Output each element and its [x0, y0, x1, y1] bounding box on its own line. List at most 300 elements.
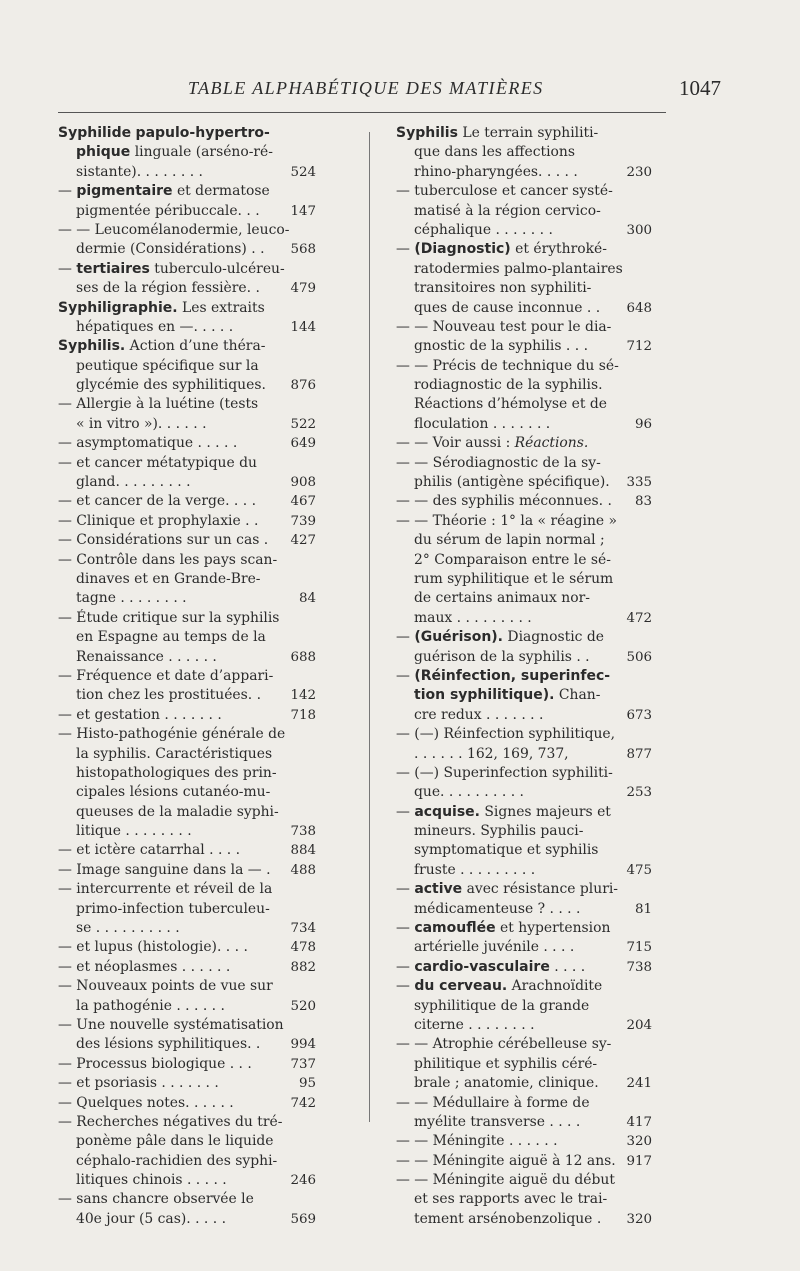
- index-entry: [58, 182, 316, 221]
- entry-line: [58, 686, 316, 705]
- index-entry: [58, 395, 316, 434]
- entry-text: —: [396, 803, 415, 820]
- entry-line: [396, 609, 652, 628]
- entry-line: [396, 1074, 652, 1093]
- entry-text: Réactions.: [514, 435, 589, 452]
- entry-line: [396, 415, 652, 434]
- entry-line: [58, 861, 316, 880]
- page-reference: 712: [622, 337, 652, 356]
- index-entry: [396, 764, 652, 803]
- index-entry: [396, 492, 652, 511]
- entry-line: [58, 958, 316, 977]
- entry-text: des lésions syphilitiques. .: [76, 1036, 261, 1053]
- index-entry: [396, 803, 652, 881]
- entry-text: céphalo-rachidien des syphi-: [76, 1152, 278, 1169]
- page-reference: 876: [286, 376, 316, 395]
- index-entry: [396, 1152, 652, 1171]
- entry-text: — — Médullaire à forme de: [396, 1094, 590, 1111]
- entry-text: 40e jour (5 cas). . . . .: [76, 1210, 227, 1227]
- entry-text: — Histo-pathogénie générale de: [58, 726, 286, 743]
- entry-text: — Image sanguine dans la — .: [58, 861, 271, 878]
- index-entry: [58, 1074, 316, 1093]
- entry-text: tagne . . . . . . . .: [76, 590, 187, 607]
- entry-line: [396, 260, 652, 279]
- entry-text: — Une nouvelle systématisation: [58, 1016, 284, 1033]
- page-reference: 737: [286, 1055, 316, 1074]
- entry-text: —: [396, 667, 415, 684]
- entry-text: —: [396, 629, 415, 646]
- index-entry: [396, 454, 652, 493]
- page-reference: 427: [286, 531, 316, 550]
- entry-line: [396, 1210, 652, 1229]
- page-reference: 81: [631, 900, 652, 919]
- index-entry: [58, 531, 316, 550]
- entry-text: que. . . . . . . . . .: [414, 784, 524, 801]
- entry-text: — sans chancre observée le: [58, 1191, 254, 1208]
- entry-line: [396, 318, 652, 337]
- entry-text: peutique spécifique sur la: [76, 357, 259, 374]
- entry-text: — (—) Superinfection syphiliti-: [396, 764, 613, 781]
- entry-text: — et ictère catarrhal . . . .: [58, 842, 241, 859]
- entry-line: [396, 667, 652, 686]
- entry-line: [58, 900, 316, 919]
- entry-text: 2° Comparaison entre le sé-: [414, 551, 611, 568]
- entry-term: du cerveau.: [414, 978, 508, 995]
- index-entry: [58, 299, 316, 338]
- header-rule: [58, 112, 666, 113]
- index-column-left: [58, 124, 316, 1229]
- page-reference: 649: [286, 434, 316, 453]
- entry-line: [58, 725, 316, 744]
- page-reference: 84: [295, 589, 316, 608]
- entry-text: du sérum de lapin normal ;: [414, 532, 605, 549]
- entry-line: [396, 202, 652, 221]
- page-reference: 475: [622, 861, 652, 880]
- page-reference: 994: [286, 1035, 316, 1054]
- entry-term: (Réinfection, superinfec-: [414, 667, 611, 684]
- entry-text: gnostic de la syphilis . . .: [414, 338, 588, 355]
- page-reference: 300: [622, 221, 652, 240]
- index-entry: [58, 512, 316, 531]
- index-entry: [396, 919, 652, 958]
- entry-text: cipales lésions cutanéo-mu-: [76, 784, 271, 801]
- index-entry: [396, 667, 652, 725]
- entry-line: [396, 628, 652, 647]
- entry-text: rhino-pharyngées. . . . .: [414, 163, 578, 180]
- entry-term: (Diagnostic): [414, 241, 511, 258]
- entry-text: — et gestation . . . . . . .: [58, 706, 222, 723]
- entry-text: philis (antigène spécifique).: [414, 474, 610, 491]
- page-reference: 96: [631, 415, 652, 434]
- entry-line: [58, 240, 316, 259]
- page-reference: 320: [622, 1132, 652, 1151]
- page-reference: 320: [622, 1210, 652, 1229]
- entry-term: camouflée: [414, 920, 496, 937]
- entry-term: Syphiligraphie.: [58, 299, 178, 316]
- entry-line: [58, 415, 316, 434]
- entry-line: [396, 725, 652, 744]
- entry-term: tertiaires: [76, 260, 150, 277]
- entry-line: [396, 395, 652, 414]
- entry-line: [58, 299, 316, 318]
- page-reference: 718: [286, 706, 316, 725]
- entry-text: Action d’une théra-: [125, 338, 266, 355]
- index-entry: [58, 551, 316, 609]
- index-entry: [396, 512, 652, 628]
- page-reference: 142: [286, 686, 316, 705]
- entry-text: — — Voir aussi :: [396, 435, 515, 452]
- entry-text: linguale (arséno-ré-: [130, 144, 273, 161]
- entry-text: rum syphilitique et le sérum: [414, 570, 614, 587]
- entry-text: mineurs. Syphilis pauci-: [414, 823, 584, 840]
- index-entry: [396, 182, 652, 240]
- entry-text: — et néoplasmes . . . . . .: [58, 958, 231, 975]
- entry-text: hépatiques en —. . . . .: [76, 318, 234, 335]
- page-reference: 688: [286, 648, 316, 667]
- entry-text: — — Précis de technique du sé-: [396, 357, 619, 374]
- page-reference: 83: [631, 492, 652, 511]
- page-reference: 506: [622, 648, 652, 667]
- entry-text: — — Méningite . . . . . .: [396, 1133, 558, 1150]
- index-entry: [58, 221, 316, 260]
- index-entry: [396, 124, 652, 182]
- entry-line: [396, 531, 652, 550]
- entry-line: [396, 240, 652, 259]
- index-entry: [58, 958, 316, 977]
- entry-text: — et lupus (histologie). . . .: [58, 939, 248, 956]
- entry-line: [396, 492, 652, 511]
- index-entry: [396, 1171, 652, 1229]
- index-entry: [58, 434, 316, 453]
- entry-line: [58, 163, 316, 182]
- entry-line: [396, 1190, 652, 1209]
- entry-text: — tuberculose et cancer systé-: [396, 183, 613, 200]
- entry-line: [396, 1171, 652, 1190]
- entry-text: —: [396, 920, 415, 937]
- entry-text: —: [396, 881, 415, 898]
- page-header: [58, 74, 721, 104]
- index-entry: [58, 725, 316, 841]
- index-entry: [58, 609, 316, 667]
- entry-text: —: [396, 241, 415, 258]
- page-reference: 95: [295, 1074, 316, 1093]
- index-entry: [58, 841, 316, 860]
- entry-text: Les extraits: [177, 299, 265, 316]
- entry-text: — — Nouveau test pour le dia-: [396, 318, 612, 335]
- index-entry: [58, 337, 316, 395]
- entry-line: [58, 803, 316, 822]
- entry-line: [58, 570, 316, 589]
- entry-text: —: [396, 958, 415, 975]
- page-reference: 673: [622, 706, 652, 725]
- page-reference: 204: [622, 1016, 652, 1035]
- entry-line: [58, 822, 316, 841]
- entry-text: citerne . . . . . . . .: [414, 1016, 535, 1033]
- index-entry: [58, 1055, 316, 1074]
- index-entry: [396, 958, 652, 977]
- entry-line: [58, 1016, 316, 1035]
- entry-text: myélite transverse . . . .: [414, 1113, 581, 1130]
- entry-text: guérison de la syphilis . .: [414, 648, 590, 665]
- entry-line: [396, 143, 652, 162]
- entry-line: [396, 841, 652, 860]
- page-reference: 715: [622, 938, 652, 957]
- entry-text: queuses de la maladie syphi-: [76, 803, 279, 820]
- entry-line: [58, 997, 316, 1016]
- entry-line: [58, 1132, 316, 1151]
- entry-text: « in vitro »). . . . . .: [76, 415, 207, 432]
- entry-line: [396, 1016, 652, 1035]
- entry-text: — — Méningite aiguë du début: [396, 1172, 615, 1189]
- entry-line: [396, 861, 652, 880]
- entry-line: [58, 221, 316, 240]
- index-entry: [396, 240, 652, 318]
- entry-text: Réactions d’hémolyse et de: [414, 396, 608, 413]
- entry-line: [58, 318, 316, 337]
- entry-text: la syphilis. Caractéristiques: [76, 745, 273, 762]
- entry-line: [58, 919, 316, 938]
- entry-text: — Recherches négatives du tré-: [58, 1113, 283, 1130]
- page-reference: 742: [286, 1094, 316, 1113]
- page-reference: 917: [622, 1152, 652, 1171]
- entry-text: primo-infection tuberculeu-: [76, 900, 270, 917]
- entry-text: Chan-: [554, 687, 601, 704]
- entry-text: litiques chinois . . . . .: [76, 1172, 227, 1189]
- entry-text: — et cancer de la verge. . . .: [58, 493, 256, 510]
- entry-text: pigmentée péribuccale. . .: [76, 202, 260, 219]
- page-title: TABLE ALPHABÉTIQUE DES MATIÈRES: [188, 78, 544, 98]
- index-entry: [58, 1113, 316, 1191]
- entry-line: [396, 337, 652, 356]
- entry-text: céphalique . . . . . . .: [414, 221, 553, 238]
- entry-text: — (—) Réinfection syphilitique,: [396, 726, 616, 743]
- entry-text: — et psoriasis . . . . . . .: [58, 1075, 219, 1092]
- entry-line: [58, 357, 316, 376]
- entry-line: [396, 1055, 652, 1074]
- entry-line: [58, 260, 316, 279]
- entry-text: . . . .: [549, 958, 586, 975]
- entry-line: [58, 764, 316, 783]
- page-reference: 568: [286, 240, 316, 259]
- index-entry: [58, 1016, 316, 1055]
- index-entry: [396, 357, 652, 435]
- page-reference: 738: [622, 958, 652, 977]
- entry-line: [58, 1094, 316, 1113]
- page-reference: 417: [622, 1113, 652, 1132]
- index-entry: [58, 880, 316, 938]
- page-reference: 738: [286, 822, 316, 841]
- entry-text: rodiagnostic de la syphilis.: [414, 377, 603, 394]
- page-reference: 335: [622, 473, 652, 492]
- entry-term: pigmentaire: [76, 183, 173, 200]
- entry-line: [58, 745, 316, 764]
- index-entry: [58, 454, 316, 493]
- entry-line: [58, 454, 316, 473]
- entry-line: [58, 1074, 316, 1093]
- index-column-right: [396, 124, 652, 1229]
- index-entry: [58, 124, 316, 182]
- entry-text: —: [58, 183, 77, 200]
- entry-line: [396, 357, 652, 376]
- entry-text: Arachnoïdite: [507, 978, 603, 995]
- page-reference: 569: [286, 1210, 316, 1229]
- entry-line: [396, 648, 652, 667]
- index-entry: [58, 938, 316, 957]
- page-reference: 246: [286, 1171, 316, 1190]
- entry-line: [58, 667, 316, 686]
- entry-text: tuberculo-ulcéreu-: [149, 260, 285, 277]
- entry-text: et dermatose: [172, 183, 270, 200]
- entry-text: —: [396, 978, 415, 995]
- entry-text: — Allergie à la luétine (tests: [58, 396, 259, 413]
- entry-text: ses de la région fessière. .: [76, 280, 260, 297]
- index-entry: [58, 861, 316, 880]
- entry-line: [396, 512, 652, 531]
- entry-text: Signes majeurs et: [480, 803, 611, 820]
- entry-text: — Contrôle dans les pays scan-: [58, 551, 278, 568]
- entry-line: [396, 1035, 652, 1054]
- entry-line: [396, 938, 652, 957]
- index-entry: [396, 725, 652, 764]
- entry-line: [58, 648, 316, 667]
- entry-line: [58, 473, 316, 492]
- entry-line: [396, 958, 652, 977]
- entry-line: [58, 783, 316, 802]
- page-reference: 908: [286, 473, 316, 492]
- entry-line: [396, 745, 652, 764]
- entry-text: brale ; anatomie, clinique.: [414, 1075, 599, 1092]
- index-entry: [58, 977, 316, 1016]
- page-reference: 230: [622, 163, 652, 182]
- entry-line: [396, 900, 652, 919]
- entry-text: Renaissance . . . . . .: [76, 648, 217, 665]
- entry-text: histopathologiques des prin-: [76, 764, 277, 781]
- page-reference: 488: [286, 861, 316, 880]
- entry-line: [396, 880, 652, 899]
- index-entry: [396, 1035, 652, 1093]
- entry-text: syphilitique de la grande: [414, 997, 590, 1014]
- entry-text: que dans les affections: [414, 144, 575, 161]
- entry-text: artérielle juvénile . . . .: [414, 939, 575, 956]
- entry-text: — Nouveaux points de vue sur: [58, 978, 273, 995]
- page-reference: 877: [622, 745, 652, 764]
- entry-text: — — Sérodiagnostic de la sy-: [396, 454, 601, 471]
- entry-text: et érythroké-: [510, 241, 607, 258]
- entry-line: [58, 279, 316, 298]
- index-entry: [396, 318, 652, 357]
- entry-term: Syphilide: [58, 125, 132, 141]
- index-entry: [58, 260, 316, 299]
- entry-term: papulo-hypertro-: [135, 125, 270, 141]
- entry-line: [58, 938, 316, 957]
- index-entry: [396, 434, 652, 453]
- index-entry: [396, 1094, 652, 1133]
- page-reference: 144: [286, 318, 316, 337]
- entry-line: [396, 279, 652, 298]
- page-reference: 253: [622, 783, 652, 802]
- entry-line: [58, 1035, 316, 1054]
- entry-text: — Quelques notes. . . . . .: [58, 1094, 234, 1111]
- page-reference: 734: [286, 919, 316, 938]
- entry-line: [58, 531, 316, 550]
- entry-line: [396, 919, 652, 938]
- entry-line: [396, 182, 652, 201]
- entry-text: litique . . . . . . . .: [76, 823, 192, 840]
- entry-text: Le terrain syphiliti-: [457, 125, 599, 141]
- entry-text: ratodermies palmo-plantaires: [414, 260, 623, 277]
- entry-line: [396, 473, 652, 492]
- entry-text: philitique et syphilis céré-: [414, 1055, 598, 1072]
- entry-text: ponème pâle dans le liquide: [76, 1133, 274, 1150]
- entry-line: [396, 1094, 652, 1113]
- entry-line: [396, 822, 652, 841]
- entry-line: [396, 221, 652, 240]
- page-reference: 241: [622, 1074, 652, 1093]
- entry-line: [58, 1190, 316, 1209]
- entry-line: [58, 628, 316, 647]
- entry-text: et ses rapports avec le trai-: [414, 1191, 608, 1208]
- entry-line: [58, 977, 316, 996]
- entry-text: — — Théorie : 1° la « réagine »: [396, 512, 618, 529]
- entry-text: glycémie des syphilitiques.: [76, 377, 266, 394]
- entry-text: —: [58, 260, 77, 277]
- entry-term: active: [414, 881, 463, 898]
- entry-text: et hypertension: [495, 920, 611, 937]
- entry-line: [58, 1152, 316, 1171]
- entry-line: [396, 706, 652, 725]
- entry-text: Diagnostic de: [503, 629, 604, 646]
- page-number: 1047: [679, 76, 721, 100]
- entry-line: [396, 1113, 652, 1132]
- page-reference: 520: [286, 997, 316, 1016]
- entry-line: [58, 395, 316, 414]
- entry-line: [58, 841, 316, 860]
- entry-text: — Étude critique sur la syphilis: [58, 609, 280, 626]
- entry-term: Syphilis.: [58, 338, 126, 355]
- entry-text: — Considérations sur un cas .: [58, 532, 269, 549]
- entry-text: sistante). . . . . . . .: [76, 163, 203, 180]
- index-entry: [396, 628, 652, 667]
- index-entry: [58, 706, 316, 725]
- entry-line: [58, 1055, 316, 1074]
- entry-line: [58, 589, 316, 608]
- entry-text: — — Méningite aiguë à 12 ans.: [396, 1152, 616, 1169]
- entry-line: [396, 764, 652, 783]
- entry-text: matisé à la région cervico-: [414, 202, 601, 219]
- entry-line: [396, 551, 652, 570]
- entry-text: de certains animaux nor-: [414, 590, 590, 607]
- entry-line: [58, 202, 316, 221]
- entry-text: tion chez les prostituées. .: [76, 687, 262, 704]
- entry-line: [396, 1152, 652, 1171]
- entry-line: [396, 299, 652, 318]
- entry-text: cre redux . . . . . . .: [414, 706, 544, 723]
- page-reference: 147: [286, 202, 316, 221]
- entry-line: [396, 124, 652, 143]
- index-entry: [58, 1094, 316, 1113]
- page-reference: 472: [622, 609, 652, 628]
- entry-term: acquise.: [414, 803, 480, 820]
- entry-text: — — des syphilis méconnues. .: [396, 493, 612, 510]
- index-entry: [58, 1190, 316, 1229]
- entry-text: . . . . . . 162, 169, 737,: [414, 745, 569, 762]
- entry-text: gland. . . . . . . . .: [76, 474, 191, 491]
- page-reference: 882: [286, 958, 316, 977]
- entry-text: — Fréquence et date d’appari-: [58, 667, 274, 684]
- entry-text: tement arsénobenzolique .: [414, 1210, 602, 1227]
- entry-line: [396, 376, 652, 395]
- entry-line: [58, 706, 316, 725]
